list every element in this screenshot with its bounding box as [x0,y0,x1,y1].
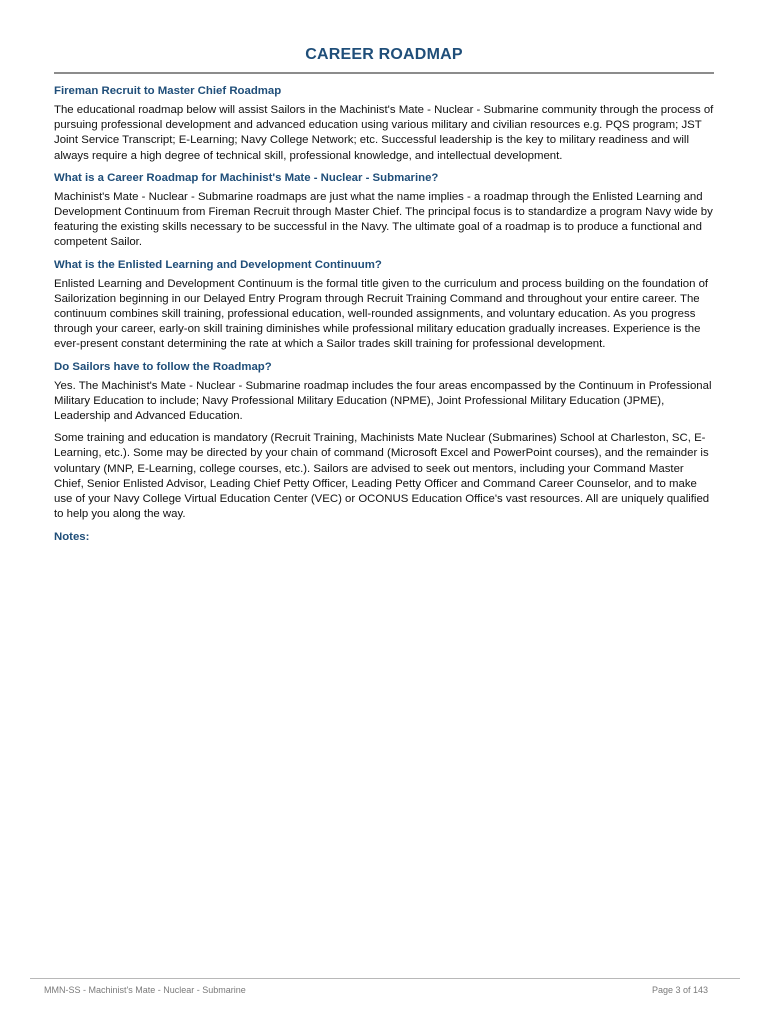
footer-page-number: Page 3 of 143 [651,985,708,995]
section-follow-roadmap [54,360,716,523]
section-paragraph: Some training and education is mandatory (Recruit Training, Machinists Mate Nuclear (Submarines) School at Charleston, SC, E-Learning, etc.). Some may be directed by your chain of command (Microsoft Excel and PowerPoint courses), and the remainder is voluntary (MNP, E-Learning, college courses, etc.). Sailors are advised to seek out mentors, including your Command Master Chief, Senior Enlisted Advisor, Leading Chief Petty Officer, Leading Petty Officer and Command Career Counselor, and to make use of your Navy College Virtual Education Center (VEC) or OCONUS Education Office's vast resources. All are uniquely qualified to help you along the way. [54,432,710,521]
section-what-is-roadmap [54,171,716,251]
section-paragraph: Yes. The Machinist's Mate - Nuclear - Submarine roadmap includes the four areas encompassed by the Continuum in Professional Military Education to include; Navy Professional Military Education (NPME), Joint Professional Military Education (JPME), Leadership and Advanced Education. [54,379,712,423]
footer-divider [30,978,740,979]
section-roadmap-intro [54,84,716,164]
section-heading: What is a Career Roadmap for Machinist's Mate - Nuclear - Submarine? [54,171,439,184]
notes-label: Notes: [54,531,90,544]
section-paragraph: Enlisted Learning and Development Continuum is the formal title given to the curriculum and process building on the foundation of Sailorization beginning in our Delayed Entry Program through Recruit Training Command and throughout your entire career. The continuum combines skill training, professional education, well-rounded assignments, and voluntary education. As you progress through your career, early-on skill training diminishes while professional military education gradually increases. Experience is the ever-present constant determining the rate at which a Sailor trades skill training for professional development. [54,277,709,351]
title-divider [54,72,714,74]
section-heading: Fireman Recruit to Master Chief Roadmap [54,85,282,97]
section-continuum [54,258,716,353]
page-title: CAREER ROADMAP [305,46,463,63]
footer-document-name: MMN-SS - Machinist's Mate - Nuclear - Submarine [44,985,246,995]
section-paragraph: Machinist's Mate - Nuclear - Submarine roadmaps are just what the name implies - a roadmap through the Enlisted Learning and Development Continuum from Fireman Recruit through Master Chief. The principal focus is to standardize a program Navy wide by featuring the existing skills necessary to be successful in the Navy. The ultimate goal of a roadmap is to produce a functional and competent Sailor. [54,190,713,249]
section-heading: Do Sailors have to follow the Roadmap? [54,360,272,373]
section-heading: What is the Enlisted Learning and Development Continuum? [54,258,382,271]
section-paragraph: The educational roadmap below will assist Sailors in the Machinist's Mate - Nuclear - Submarine community through the process of pursuing professional development and advanced education using various military and civilian resources e.g. PQS program; JST Joint Service Transcript; E-Learning; Navy College Network; etc. Successful leadership is the key to military readiness and will always require a high degree of technical skill, professional knowledge, and intellectual development. [54,104,714,162]
document-body [54,84,716,544]
